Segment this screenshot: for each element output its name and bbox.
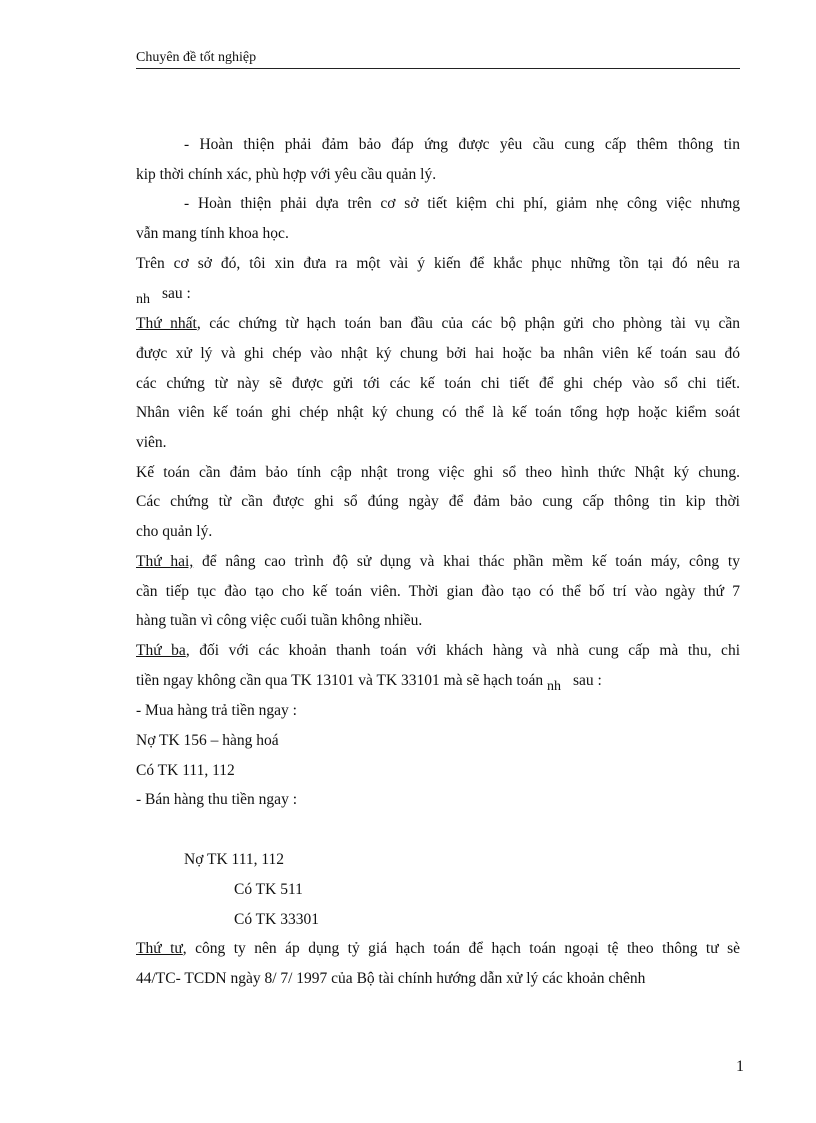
- spacer: [136, 815, 740, 845]
- para7-sub: nh: [546, 678, 561, 694]
- para6-line1-rest: để nâng cao trình độ sử dụng và khai thác phần mềm kế toán máy, công ty: [193, 552, 740, 570]
- page-header: [136, 50, 740, 69]
- entry-buy-debit: Nợ TK 156 – hàng hoá: [136, 732, 279, 750]
- para4-line4: Nhân viên kế toán ghi chép nhật ký chung có thể là kế toán tổng hợp hoặc kiểm soát: [136, 404, 740, 422]
- para5-line1: Kế toán cần đảm bảo tính cập nhật trong việc ghi sổ theo hình thức Nhật ký chung.: [136, 463, 740, 481]
- para7-line2: [136, 666, 740, 697]
- para4-line5: viên.: [136, 434, 167, 452]
- entry-sell-credit2: Có TK 33301: [234, 910, 319, 928]
- para3-line2-text: sau :: [162, 284, 191, 302]
- para7-heading: Thứ ba: [136, 641, 186, 659]
- para6-line2: cần tiếp tục đào tạo cho kế toán viên. Thời gian đào tạo có thể bố trí vào ngày thứ 7: [136, 582, 740, 600]
- para4-line1: [136, 309, 740, 339]
- para5-line2: Các chứng từ cần được ghi sổ đúng ngày để đảm bảo cung cấp thông tin kip thời: [136, 493, 740, 511]
- entry-buy-credit: Có TK 111, 112: [136, 761, 235, 779]
- para3-line1: Trên cơ sở đó, tôi xin đưa ra một vài ý kiến để khắc phục những tồn tại đó nêu ra: [136, 254, 740, 272]
- para2-line1: - Hoàn thiện phải dựa trên cơ sở tiết kiệm chi phí, giảm nhẹ công việc nhưng: [184, 195, 740, 213]
- para6-line1: [136, 547, 740, 577]
- para4-heading: Thứ nhất: [136, 315, 197, 333]
- para7-line2-end: sau :: [572, 671, 602, 689]
- page-content: [136, 130, 740, 994]
- para4-line1-rest: , các chứng từ hạch toán ban đầu của các bộ phận gửi cho phòng tài vụ cần: [196, 315, 740, 333]
- para8-line1-rest: , công ty nên áp dụng tỷ giá hạch toán để hạch toán ngoại tệ theo thông tư sè: [182, 940, 740, 958]
- para7-line1: [136, 636, 740, 666]
- entry-sell-credit1: Có TK 511: [234, 880, 303, 898]
- entry-sell-title: - Bán hàng thu tiền ngay :: [136, 791, 297, 809]
- para8-line1: [136, 934, 740, 964]
- header-title: Chuyên đề tốt nghiệp: [136, 50, 257, 65]
- para3-line2: [136, 279, 740, 310]
- para4-line2: được xử lý và ghi chép vào nhật ký chung bởi hai hoặc ba nhân viên kế toán sau đó: [136, 344, 740, 362]
- para3-sub: nh: [136, 291, 150, 307]
- page-number: 1: [736, 1058, 744, 1075]
- para2-line2: vẫn mang tính khoa học.: [136, 225, 289, 243]
- para8-heading: Thứ tư: [136, 940, 183, 958]
- entry-sell-debit: Nợ TK 111, 112: [184, 851, 285, 869]
- para7-line1-rest: , đối với các khoản thanh toán với khách hàng và nhà cung cấp mà thu, chi: [185, 641, 740, 659]
- para4-line3: các chứng từ này sẽ được gửi tới các kế toán chi tiết để ghi chép vào sổ chi tiết.: [136, 374, 740, 392]
- para7-line2-text: tiền ngay không cần qua TK 13101 và TK 33101 mà sẽ hạch toán: [136, 671, 544, 689]
- entry-buy-title: - Mua hàng trả tiền ngay :: [136, 702, 297, 720]
- para1-line1: - Hoàn thiện phải đảm bảo đáp ứng được yêu cầu cung cấp thêm thông tin: [184, 136, 740, 153]
- para6-heading: Thứ hai,: [136, 552, 194, 570]
- para1-line2: kip thời chính xác, phù hợp với yêu cầu quản lý.: [136, 165, 437, 183]
- para5-line3: cho quản lý.: [136, 523, 213, 541]
- para8-line2: 44/TC- TCDN ngày 8/ 7/ 1997 của Bộ tài chính hướng dẫn xử lý các khoản chênh: [136, 969, 646, 987]
- para6-line3: hàng tuần vì công việc cuối tuần không nhiều.: [136, 612, 423, 630]
